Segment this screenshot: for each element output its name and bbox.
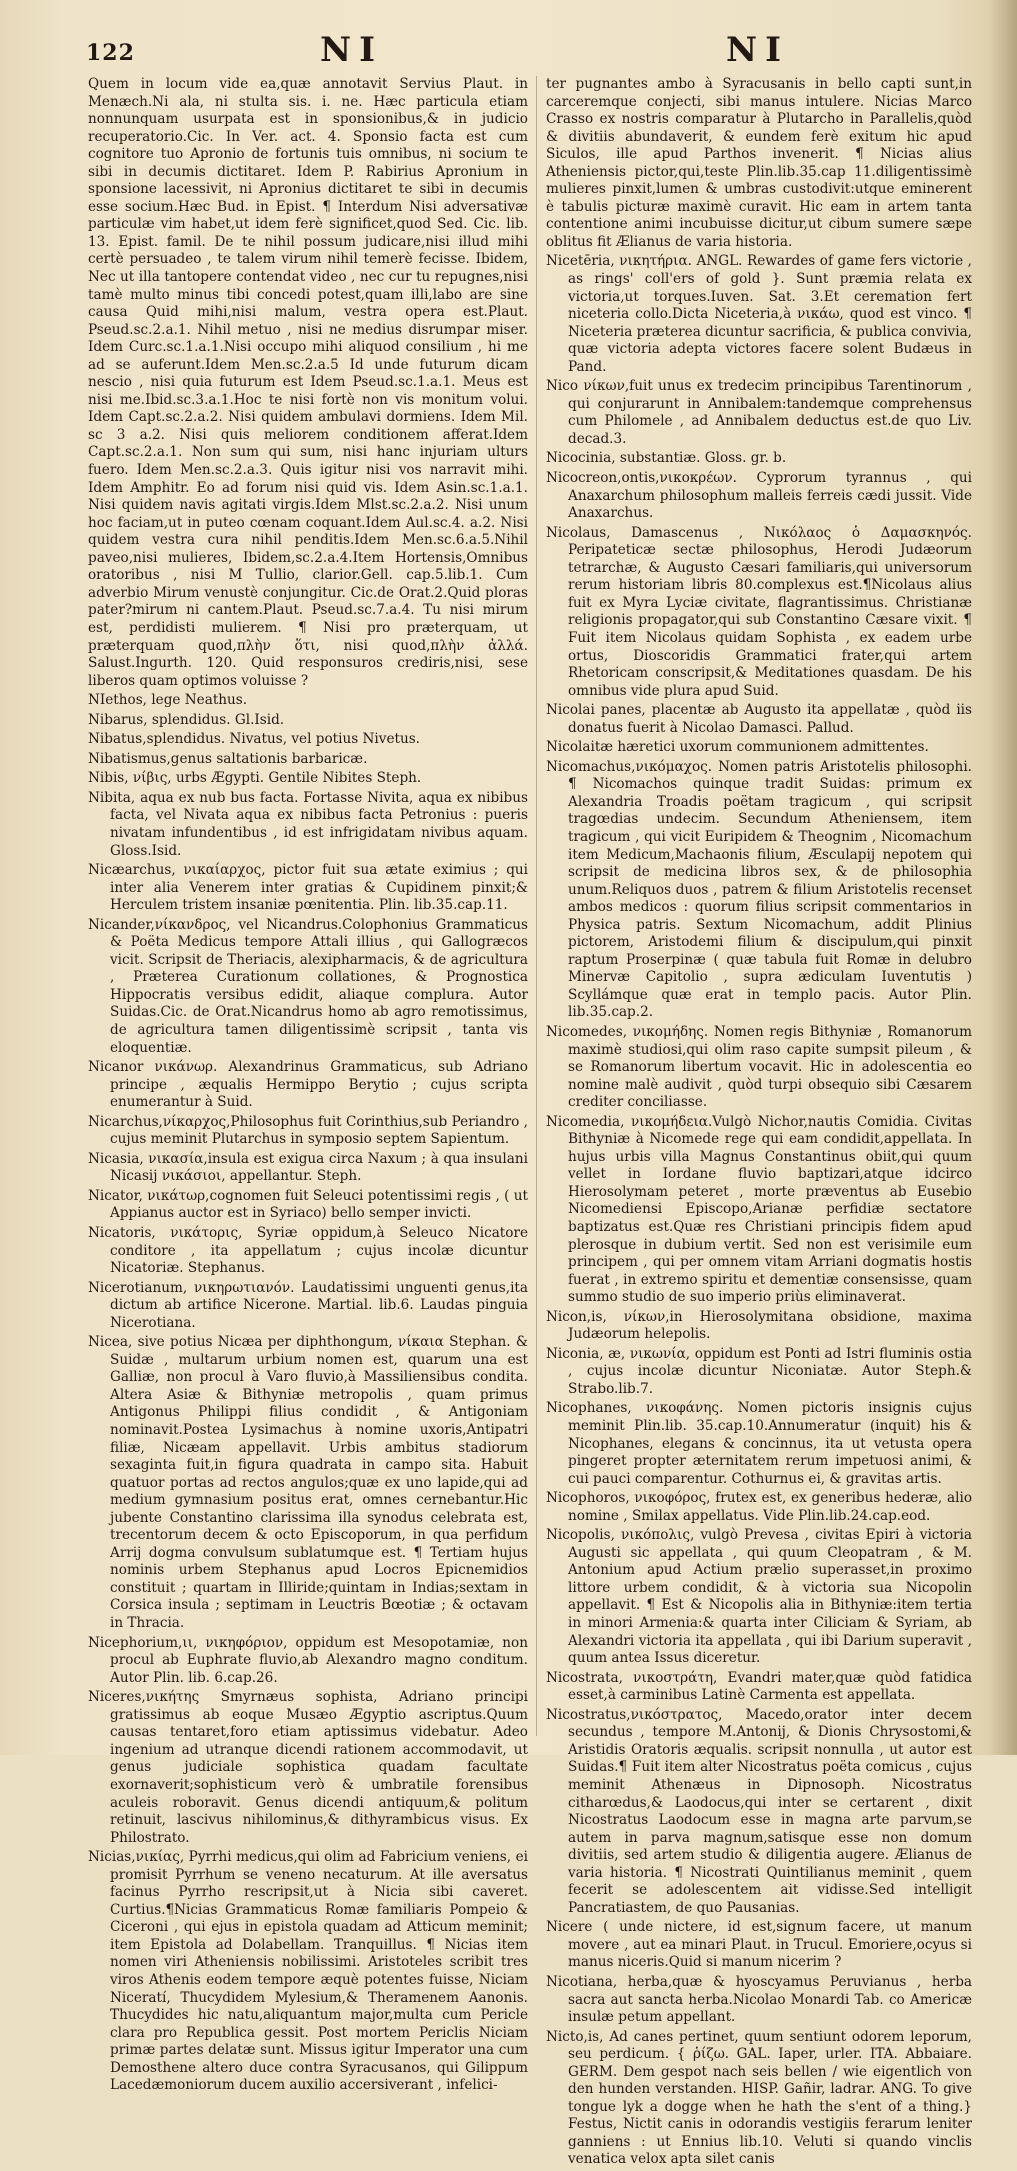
dictionary-entry: Nicostrata, νικοστράτη, Evandri mater,quæ quòd fatidica esset,à carminibus Latinè Carmenta est appellata. (546, 1669, 972, 1704)
dictionary-entry: Nicophoros, νικοφόρος, frutex est, ex generibus hederæ, alio nomine , Smilax appellatus. Vide Plin.lib.24.cap.eod. (546, 1490, 972, 1524)
dictionary-entry: Nicator, νικάτωρ,cognomen fuit Seleuci potentissimi regis , ( ut Appianus auctor est in Syriaco) bello semper invicti. (88, 1187, 528, 1222)
dictionary-entry: NIethos, lege Neathus. (88, 692, 248, 709)
dictionary-entry: Quem in locum vide ea,quæ annotavit Servius Plaut. in Menæch.Ni ala, ni stulta sis. i. ne. Hæc particula etiam nonnunquam usurpata est in sponsionibus,& in judicio recuperatorio.Cic. In Ver. act. 4. Sponsio facta est cum cognitore tuo Apronio de fortunis tuis omnibus, ni socium te sibi in decumis dictitaret. Idem P. Rabirius Apronium in sponsione lacessivit, ni Apronius dictitaret te sibi in decumis esse socium.Hæc Bud. in Epist. ¶ Interdum Nisi adversativæ particulæ vim habet,ut idem ferè significet,quod Sed. Cic. lib. 13. Epist. famil. De te nihil possum judicare,nisi illud mihi certè persuadeo , te talem virum nihil temerè fecisse. Ibidem, Nec ut illa tantopere contendat video , nec cur tu repugnes,nisi tamè multo minus tibi concedi potest,quam illi,labo are sine causa Quid mihi,nisi malum, vestra opera est.Plaut. Pseud.sc.2.a.1. Nihil metuo , nisi ne medius disrumpar miser. Idem Curc.sc.1.a.1.Nisi occupo mihi aliquod consilium , hi me ad se auferunt.Idem Men.sc.2.a.5 Id unde futurum dicam nescio , nisi quia futurum est Idem Pseud.sc.1.a.1. Meus est nisi me.Ibid.sc.3.a.1.Hoc te nisi fortè non vis monitum volui. Idem Capt.sc.2.a.2. Nisi quidem ambulavi dormiens. Idem Mil. sc 3 a.2. Nisi quis meliorem conditionem afferat.Idem Capt.sc.2.a.1. Non sum qui sum, nisi hanc injuriam ulturs fuero. Idem Men.sc.2.a.3. Quis igitur nisi vos narravit mihi. Idem Amphitr. Eo ad forum nisi quid vis. Idem Asin.sc.1.a.1. Nisi quidem navis agitati virgis.Idem Mlst.sc.2.a.2. Nisi unum hoc faciam,ut in puteo cœnam coquant.Idem Aul.sc.4. a.2. Nisi quidem vestra cura nihil penditis.Idem Men.sc.6.a.5.Nihil paveo,nisi mulieres, Ibidem,sc.2.a.4.Item Hortensis,Omnibus oratoribus , nisi M Tullio, clarior.Gell. cap.5.lib.1. Cum adverbio Mirum venustè conjungitur. Cic.de Orat.2.Quid ploras pater?mirum ni cantem.Plaut. Pseud.sc.7.a.4. Tu nisi mirum est, perdidisti mulierem. ¶ Nisi pro præterquam, ut præterquam quod,πλὴν ὅτι, nisi quod,πλὴν ἀλλά. Salust.Ingurth. 120. Quid responsuros crediris,nisi, sese liberos quam optimos voluisse ? (88, 76, 528, 689)
dictionary-entry: Nicander,νίκανδρος, vel Nicandrus.Colophonius Grammaticus & Poëta Medicus tempore Attali illius , qui Gallogræcos vicit. Scripsit de Theriacis, alexipharmacis, & de agricultura , Præterea Curationum collationes, & Prognostica Hippocratis versibus edidit, aliaque complura. Autor Suidas.Cic. de Orat.Nicandrus homo ab agro remotissimus, de agricultura tamen diligentissimè scripsit , tanta vis eloquentiæ. (88, 916, 528, 1056)
dictionary-entry: Nicolai panes, placentæ ab Augusto ita appellatæ , quòd iis donatus fuerit à Nicolao Damasci. Pallud. (546, 702, 972, 736)
running-head-left: NI (320, 30, 383, 70)
dictionary-entry: Nicerotianum, νικηρωτιανόν. Laudatissimi unguenti genus,ita dictum ab artifice Nicerone. Martial. lib.6. Laudas pinguia Nicerotiana. (88, 1279, 528, 1331)
dictionary-entry: Nicanor νικάνωρ. Alexandrinus Grammaticus, sub Adriano principe , æqualis Hermippo Berytio ; cujus scripta enumerantur à Suid. (88, 1059, 528, 1111)
dictionary-entry: Nicetēria, νικητήρια. ANGL. Rewardes of game fers victorie , as rings' coll'ers of gold }. Sunt præmia relata ex victoria,ut torques.Iuven. Sat. 3.Et ceremation fert niceteria collo.Dicta Niceteria,à νικάω, quod est vinco. ¶ Niceteria præterea dicuntur sacrificia, & publica convivia, quæ victoria adepta victores facere solent Budæus in Pand. (546, 253, 973, 375)
dictionary-entry: Nibarus, splendidus. Gl.Isid. (88, 711, 285, 728)
dictionary-entry: Nicophanes, νικοφάνης. Nomen pictoris insignis cujus meminit Plin.lib. 35.cap.10.Annumeratur (inquit) his & Nicophanes, elegans & concinnus, ita ut vetusta opera pingeret propter æternitatem rerum impetuosi animi, & cui pauci comparentur. Cothurnus ei, & gravitas artis. (546, 1400, 972, 1487)
page-header (86, 30, 966, 74)
dictionary-entry: Nibita, aqua ex nub bus facta. Fortasse Nivita, aqua ex nibibus facta, vel Nivata aqua ex nibibus facta Petronius : pueris nivatam infundentibus , id est infrigidatam nivibus aquam. Gloss.Isid. (88, 789, 528, 859)
dictionary-entry: Nicolaus, Damascenus , Νικόλαος ὁ Δαμασκηνός. Peripateticæ sectæ philosophus, Herodi Judæorum tetrarchæ, & Augusto Cæsari familiaris,qui universorum rerum historiam libris 80.complexus est.¶Nicolaus alius fuit ex Myra Lyciæ civitate, flagrantissimus. Christianæ religionis propagator,qui sub Constantino Cæsare vixit. ¶ Fuit item Nicolaus quidam Sophista , ex eadem urbe ortus, Dioscoridis Grammatici frater,qui artem Rhetoricam conscripsit,& Meditationes quasdam. De his omnibus vide plura apud Suid. (546, 524, 972, 699)
dictionary-entry: Nibatus,splendidus. Nivatus, vel potius Nivetus. (88, 731, 420, 748)
dictionary-entry: Nicto,is, Ad canes pertinet, quum sentiunt odorem leporum, seu perdicum. { ῥίζω. GAL. Iaper, urler. ITA. Abbaiare. GERM. Dem gespot nach seis bellen / wie eigentlich von den hunden verstanden. HISP. Gañir, ladrar. ANG. To give tongue lyk a dogge when he hath the s'ent of a thing.} Festus, Nictit canis in odorandis vestigiis ferarum leniter ganniens : ut Ennius lib.10. Veluti si quando vinclis venatica velox apta silet canis (546, 2028, 972, 2168)
dictionary-entry: Nicæarchus, νικαίαρχος, pictor fuit sua ætate eximius ; qui inter alia Venerem inter gratias & Cupidinem pinxit;& Herculem tristem insaniæ pœnitentia. Plin. lib.35.cap.11. (88, 862, 528, 914)
dictionary-entry: Nibis, νίβις, urbs Ægypti. Gentile Nibites Steph. (88, 770, 422, 787)
page-number: 122 (86, 40, 135, 66)
dictionary-entry: Nicomedia, νικομήδεια.Vulgò Nichor,nautis Comidia. Civitas Bithyniæ à Nicomede rege qui eam condidit,appellata. In hujus urbis villa Magnus Constantinus obiit,qui quum vellet in Iordane fluvio baptizari,atque idcirco Hierosolymam peteret , morte præventus ab Eusebio Nicomediensi Episcopo,Arianæ perfidiæ sectatore baptizatus est.Quæ res Christiani principis fidem apud plerosque in dubium vertit. Sed non est verisimile eum principem , qui per omnem vitam Arriani dogmatis hostis fuerat , in extremo spiritu et dementiæ consensisse, quam summo studio de suo imperio priùs eliminaverat. (546, 1113, 972, 1306)
dictionary-entry: Nicarchus,νίκαρχος,Philosophus fuit Corinthius,sub Periandro , cujus meminit Plutarchus in symposio septem Sapientum. (88, 1113, 528, 1148)
dictionary-entry: Nicomachus,νικόμαχος. Nomen patris Aristotelis philosophi. ¶ Nicomachos quinque tradit Suidas: primum ex Alexandria Troadis poëtam tragicum , qui scripsit tragœdias undecim. Secundum Atheniensem, item tragicum , qui vicit Euripidem & Theognim , Nicomachum item Medicum,Machaonis filium, Æsculapij nepotem qui scripsit de medicina libros sex, & de philosophia unum.Reliquos duos , patrem & filium Aristotelis recenset ambos medicos : quorum filius scripsit commentarios in Physica patris. Sextum Nicomachum, addit Plinius pictorem, Aristodemi filium & discipulum,qui pinxit raptum Proserpinæ ( quæ tabula fuit Romæ in delubro Minervæ Capitolio , supra ædiculam Iuventutis ) Scyllámque quæ erat in templo pacis. Autor Plin. lib.35.cap.2. (546, 758, 972, 1021)
dictionary-entry: Niconia, æ, νικωνία, oppidum est Ponti ad Istri fluminis ostia , cujus incolæ dicuntur Niconiatæ. Autor Steph.& Strabo.lib.7. (546, 1345, 972, 1397)
dictionary-entry: Nicephorium,ιι, νικηφόριον, oppidum est Mesopotamiæ, non procul ab Euphrate fluvio,ab Alexandro magno conditum. Autor Plin. lib. 6.cap.26. (88, 1634, 528, 1686)
dictionary-entry: Nicatoris, νικάτορις, Syriæ oppidum,à Seleuco Nicatore conditore , ita appellatum ; cujus incolæ dicuntur Nicatoriæ. Stephanus. (88, 1225, 528, 1277)
dictionary-entry: Nicea, sive potius Nicæa per diphthongum, νίκαια Stephan. & Suidæ , multarum urbium nomen est, quarum una est Galliæ, non procul à Varo fluvio,à Massiliensibus condita. Altera Asiæ & Bithyniæ metropolis , quam primus Antigonus Philippi filius condidit , & Antigoniam nominavit.Postea Lysimachus à nomine uxoris,Antipatri filiæ, Nicæam appellavit. Urbis ambitus stadiorum sexaginta fuit,in figura quadrata in campo sita. Habuit quatuor portas ad rectos angulos;quæ ex uno lapide,qui ad medium gymnasium positus erat, omnes cernebantur.Hic jubente Constantino clarissima illa synodus celebrata est, trecentorum decem & octo Episcoporum, in qua perfidum Arrij dogma convulsum sublatumque est. ¶ Tertiam hujus nominis urbem Stephanus apud Locros Epicnemidios constituit ; quartam in Illiride;quintam in Indias;sextam in Corsica insula ; septimam in Leuctris Bœotiæ ; & octavam in Thracia. (88, 1334, 528, 1632)
dictionary-entry: Nicomedes, νικομήδης. Nomen regis Bithyniæ , Romanorum maximè studiosi,qui olim raso capite sumpsit pileum , & se Romanorum libertum vocavit. Hic in adolescentia eo nomine malè audivit , quòd turpi obsequio sibi Cæsarem crediter conciliasse. (546, 1023, 972, 1111)
dictionary-entry: Nicasia, νικασία,insula est exigua circa Naxum ; à qua insulani Nicasij νικάσιοι, appellantur. Steph. (88, 1150, 528, 1185)
dictionary-entry: Nibatismus,genus saltationis barbaricæ. (88, 750, 368, 767)
dictionary-entry: Nicere ( unde nictere, id est,signum facere, ut manum movere , aut ea minari Plaut. in Trucul. Emoriere,ocyus si manus niceris.Quid si manum nicerim ? (546, 1919, 972, 1971)
dictionary-entry: Nicon,is, νίκων,in Hierosolymitana obsidione, maxima Judæorum helepolis. (546, 1308, 972, 1343)
dictionary-entry: Nico νίκων,fuit unus ex tredecim principibus Tarentinorum , qui conjurarunt in Annibalem:tandemque comprehensus cum Philomele , ad Annibalem deductus est.de quo Liv. decad.3. (546, 378, 972, 447)
column-divider (536, 76, 537, 1736)
dictionary-entry: Nicocinia, substantiæ. Gloss. gr. b. (546, 450, 787, 467)
dictionary-entry: Nicias,νικίας, Pyrrhi medicus,qui olim ad Fabricium veniens, ei promisit Pyrrhum se veneno necaturum. At ille aversatus facinus Pyrrho rescripsit,ut à Nicia sibi caveret. Curtius.¶Nicias Grammaticus Romæ familiaris Pompeio & Ciceroni , qui ejus in epistola quadam ad Atticum meminit; item Epistola ad Dolabellam. Tranquillus. ¶ Nicias item nomen viri Atheniensis nobilissimi. Aristoteles scribit tres viros Athenis eodem tempore æquè potentes fuisse, Niciam Niceratí, Thucydidem Mylesium,& Theramenem Aanonis. Thucydides hic natu,aliquantum major,multa cum Pericle clara pro Republica gessit. Post mortem Periclis Niciam primæ partes delatæ sunt. Missus igitur Imperator una cum Demosthene altero duce contra Syracusanos, qui Gilippum Lacedæmoniorum ducem auxilio accersiverant , infelici- (88, 1849, 528, 2094)
right-column (546, 76, 972, 2171)
dictionary-entry: Nicolaitæ hæretici uxorum communionem admittentes. (546, 739, 929, 756)
left-column (88, 76, 528, 2097)
dictionary-entry: Nicocreon,ontis,νικοκρέων. Cyprorum tyrannus , qui Anaxarchum philosophum malleis ferreis cædi jussit. Vide Anaxarchus. (546, 470, 972, 522)
dictionary-entry: Nicotiana, herba,quæ & hyoscyamus Peruvianus , herba sacra aut sancta herba.Nicolao Monardi Tab. co Americæ insulæ petum appellant. (546, 1973, 972, 2026)
dictionary-entry: Nicopolis, νικόπολις, vulgò Prevesa , civitas Epiri à victoria Augusti sic appellata , qui quum Cleopatram , & M. Antonium apud Actium prælio superasset,in proximo littore urbem condidit, & à victoria sua Nicopolin appellavit. ¶ Est & Nicopolis alia in Bithyniæ:item tertia in minori Armenia:& quarta inter Ciliciam & Syriam, ab Alexandri victoria ita appellata , qui ibi Darium superavit , quum antea Issus diceretur. (546, 1527, 972, 1667)
dictionary-entry: ter pugnantes ambo à Syracusanis in bello capti sunt,in carceremque conjecti, sibi manus intulere. Nicias Marco Crasso ex nostris comparatur à Plutarcho in Parallelis,quòd & divitiis abundaverit, & eundem ferè exitum hic apud Siculos, ille apud Parthos invenerit. ¶ Nicias alius Atheniensis pictor,qui,teste Plin.lib.35.cap 11.diligentissimè mulieres pinxit,lumen & umbras custodivit:utque eminerent è tabulis picturæ maximè curavit. Hic eam in artem tanta contentione animi incubuisse dicitur,ut cibum sumere sæpe oblitus fit Ælianus de varia historia. (546, 76, 972, 250)
dictionary-entry: Niceres,νικήτης Smyrnæus sophista, Adriano principi gratissimus ab eoque Musæo Ægyptio ascriptus.Quum causas tentaret,foro etiam aptissimus videbatur. Adeo ingenium ad utranque dicendi rationem accommodavit, ut genus judiciale sophistica quadam facultate exornaverit;sophisticum verò & umbratile forensibus aculeis roboravit. Genus dicendi antiquum,& politum retinuit, lascivus nihilominus,& dithyrambicus visus. Ex Philostrato. (88, 1689, 528, 1846)
page-edge-shadow (989, 0, 1017, 1755)
dictionary-entry: Nicostratus,νικόστρατος, Macedo,orator inter decem secundus , tempore M.Antonij, & Dionis Chrysostomi,& Aristidis Oratoris æqualis. scripsit nonnulla , ut autor est Suidas.¶ Fuit item alter Nicostratus poëta comicus , cujus meminit Athenæus in Dipnosoph. Nicostratus citharœdus,& Laodocus,qui inter se certarent , dixit Nicostratus Laodocum esse in magna arte parvum,se autem in parva magnum,satisque esse non domum divitiis, sed artem studio & diligentia augere. Ælianus de varia historia. ¶ Nicostrati Quintilianus meminit , quem fecerit se adolescentem ait vidisse.Sed intelligit Pancratiastem, de quo Pausanias. (546, 1706, 972, 1916)
running-head-right: NI (726, 30, 789, 70)
